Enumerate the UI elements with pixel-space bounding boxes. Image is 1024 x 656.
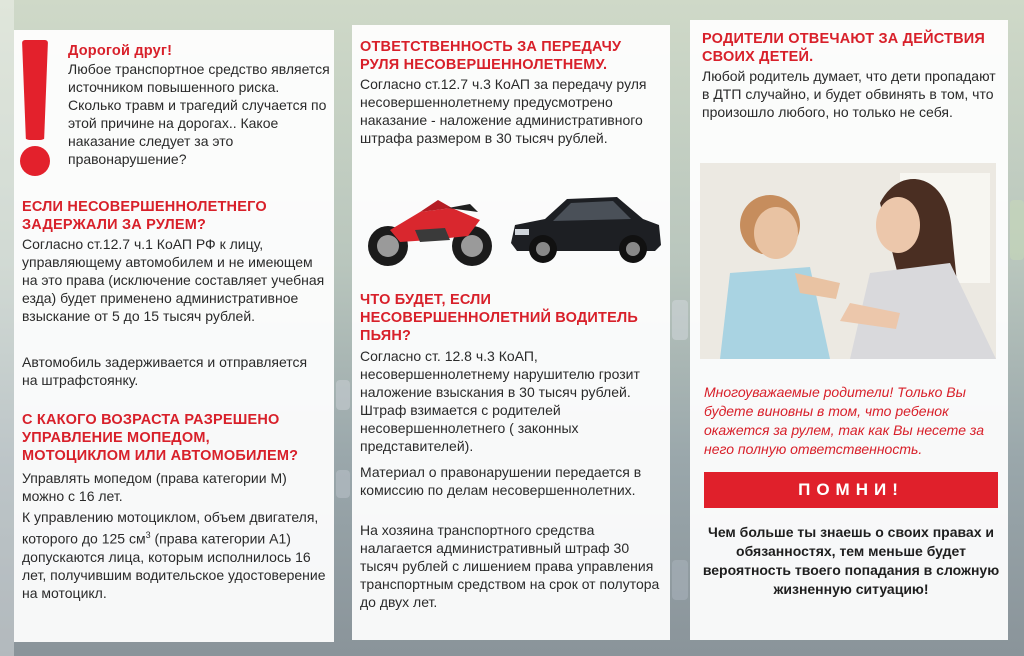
parents-appeal: Многоуважаемые родители! Только Вы будете виновны в том, что ребенок окажется за рулем, так как Вы несете за него полную ответственность. bbox=[704, 384, 985, 457]
section-title-caught-driving: ЕСЛИ НЕСОВЕРШЕННОЛЕТНЕГО ЗАДЕРЖАЛИ ЗА РУЛЕМ? bbox=[22, 199, 267, 233]
remember-banner: ПОМНИ! bbox=[704, 472, 998, 508]
section-text-moped: Управлять мопедом (права категории М) можно с 16 лет. bbox=[22, 470, 287, 504]
motorcycle-text-part2: (права категории А1) допускаются лица, которым исполнилось 16 лет, получившим водительское удостоверение на мотоцикл. bbox=[22, 530, 326, 601]
section-title-age: С КАКОГО ВОЗРАСТА РАЗРЕШЕНО УПРАВЛЕНИЕ МОПЕДОМ, МОТОЦИКЛОМ ИЛИ АВТОМОБИЛЕМ? bbox=[22, 412, 299, 464]
section-title-drunk: ЧТО БУДЕТ, ЕСЛИ НЕСОВЕРШЕННОЛЕТНИЙ ВОДИТЕЛЬ ПЬЯН? bbox=[360, 292, 638, 344]
bg-edge-left bbox=[0, 0, 14, 656]
cubic-superscript: 3 bbox=[145, 530, 151, 540]
bg-car bbox=[672, 560, 688, 600]
exclamation-icon bbox=[22, 40, 48, 140]
section-text-drunk: Согласно ст. 12.8 ч.3 КоАП, несовершеннолетнему нарушителю грозит наложение взыскания в 30 тысяч рублей. Штраф взимается с родителей несовершеннолетнего ( законных представителей). bbox=[360, 348, 640, 454]
section-text-motorcycle bbox=[22, 508, 328, 602]
bg-car bbox=[672, 300, 688, 340]
greeting-title: Дорогой друг! bbox=[68, 43, 173, 59]
section-text-owner-fine: На хозяина транспортного средства налагается административный штраф 30 тысяч рублей с лишением права управления транспортным средством на срок от полутора до двух лет. bbox=[360, 522, 660, 610]
parent-child-photo bbox=[700, 163, 996, 359]
section-title-parents: РОДИТЕЛИ ОТВЕЧАЮТ ЗА ДЕЙСТВИЯ СВОИХ ДЕТЕЙ. bbox=[702, 31, 985, 65]
section-title-transfer: ОТВЕТСТВЕННОСТЬ ЗА ПЕРЕДАЧУ РУЛЯ НЕСОВЕРШЕННОЛЕТНЕМУ. bbox=[360, 39, 622, 73]
exclamation-dot-icon bbox=[20, 146, 50, 176]
car-illustration bbox=[505, 185, 665, 270]
bg-car bbox=[336, 470, 350, 498]
motorcycle-illustration bbox=[360, 190, 500, 270]
section-text-commission: Материал о правонарушении передается в комиссию по делам несовершеннолетних. bbox=[360, 464, 642, 498]
bg-tree bbox=[1010, 200, 1024, 260]
section-text-transfer: Согласно ст.12.7 ч.3 КоАП за передачу руля несовершеннолетнему предусмотрено наказание - наложение административного штрафа размером в 30 тысяч рублей. bbox=[360, 76, 647, 146]
closing-message: Чем больше ты знаешь о своих правах и обязанностях, тем меньше будет вероятность твоего попадания в сложную жизненную ситуацию! bbox=[702, 524, 1000, 597]
section-text-tow: Автомобиль задерживается и отправляется на штрафстоянку. bbox=[22, 354, 308, 388]
greeting-text: Любое транспортное средство является источником повышенного риска. Сколько травм и трагедий случается по этой причине на дорогах.. Какое наказание следует за это правонарушение? bbox=[68, 61, 330, 167]
motorcycle-text-part1: К управлению мотоциклом, объем двигателя, которого до 125 см bbox=[22, 509, 319, 547]
section-text-caught-driving: Согласно ст.12.7 ч.1 КоАП РФ к лицу, управляющему автомобилем и не имеющем на это права (исключение составляет учебная езда) будет применено административное взыскание от 5 до 15 тысяч рублей. bbox=[22, 236, 325, 324]
section-text-parents: Любой родитель думает, что дети пропадают в ДТП случайно, и будет обвинять в том, что произошло любого, но только не себя. bbox=[702, 68, 996, 120]
bg-car bbox=[336, 380, 350, 410]
